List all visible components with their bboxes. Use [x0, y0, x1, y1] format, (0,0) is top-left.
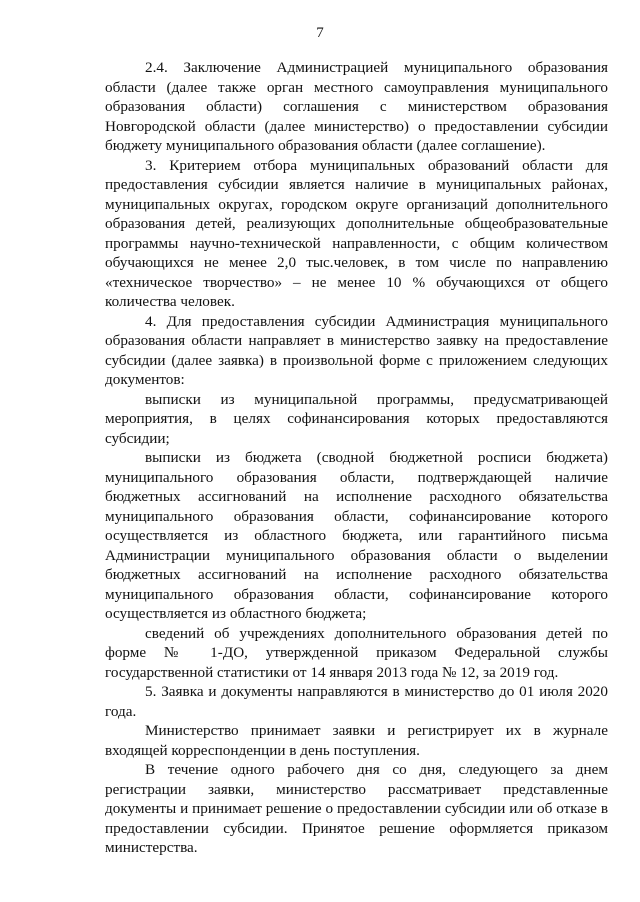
paragraph-5-deadline: 5. Заявка и документы направляются в министерство до 01 июля 2020 года.	[105, 683, 608, 720]
document-body	[105, 58, 608, 858]
page-number: 7	[316, 25, 324, 41]
paragraph-3-selection-criterion: 3. Критерием отбора муниципальных образований области для предоставления субсидии является наличие в муниципальных районах, муниципальных округах, городском округе организаций дополнительного образования детей, реализующих дополнительные общеобразовательные программы научно-технической направленности, с общим количеством обучающихся не менее 2,0 тыс.человек, в том числе по направлению «техническое творчество» – не менее 10 % обучающихся от общего количества человек.	[105, 156, 608, 310]
paragraph-program-extracts: выписки из муниципальной программы, предусматривающей мероприятия, в целях софинансирования которых предоставляются субсидии;	[105, 390, 608, 447]
paragraph-review-decision: В течение одного рабочего дня со дня, следующего за днем регистрации заявки, министерство рассматривает представленные документы и принимает решение о предоставлении субсидии или об отказе в предоставлении субсидии. Принятое решение оформляется приказом министерства.	[105, 761, 608, 856]
paragraph-institution-info: сведений об учреждениях дополнительного образования детей по форме № 1-ДО, утвержденной приказом Федеральной службы государственной статистики от 14 января 2013 года № 12, за 2019 год.	[105, 624, 608, 681]
paragraph-budget-extracts: выписки из бюджета (сводной бюджетной росписи бюджета) муниципального образования области, подтверждающей наличие бюджетных ассигнований на исполнение расходного обязательства муниципального образования области, софинансирование которого осуществляется из областного бюджета, или гарантийного письма Администрации муниципального образования области о выделении бюджетных ассигнований на исполнение расходного обязательства муниципального образования области, софинансирование которого осуществляется из областного бюджета;	[105, 449, 608, 622]
paragraph-2-4-agreement: 2.4. Заключение Администрацией муниципального образования области (далее также орган местного самоуправления муниципального образования области) соглашения с министерством образования Новгородской области (далее министерство) о предоставлении субсидии бюджету муниципального образования области (далее соглашение).	[105, 59, 608, 154]
paragraph-4-application: 4. Для предоставления субсидии Администрация муниципального образования области направляет в министерство заявку на предоставление субсидии (далее заявка) в произвольной форме с приложением следующих документов:	[105, 312, 608, 388]
paragraph-registration: Министерство принимает заявки и регистрирует их в журнале входящей корреспонденции в день поступления.	[105, 722, 608, 759]
